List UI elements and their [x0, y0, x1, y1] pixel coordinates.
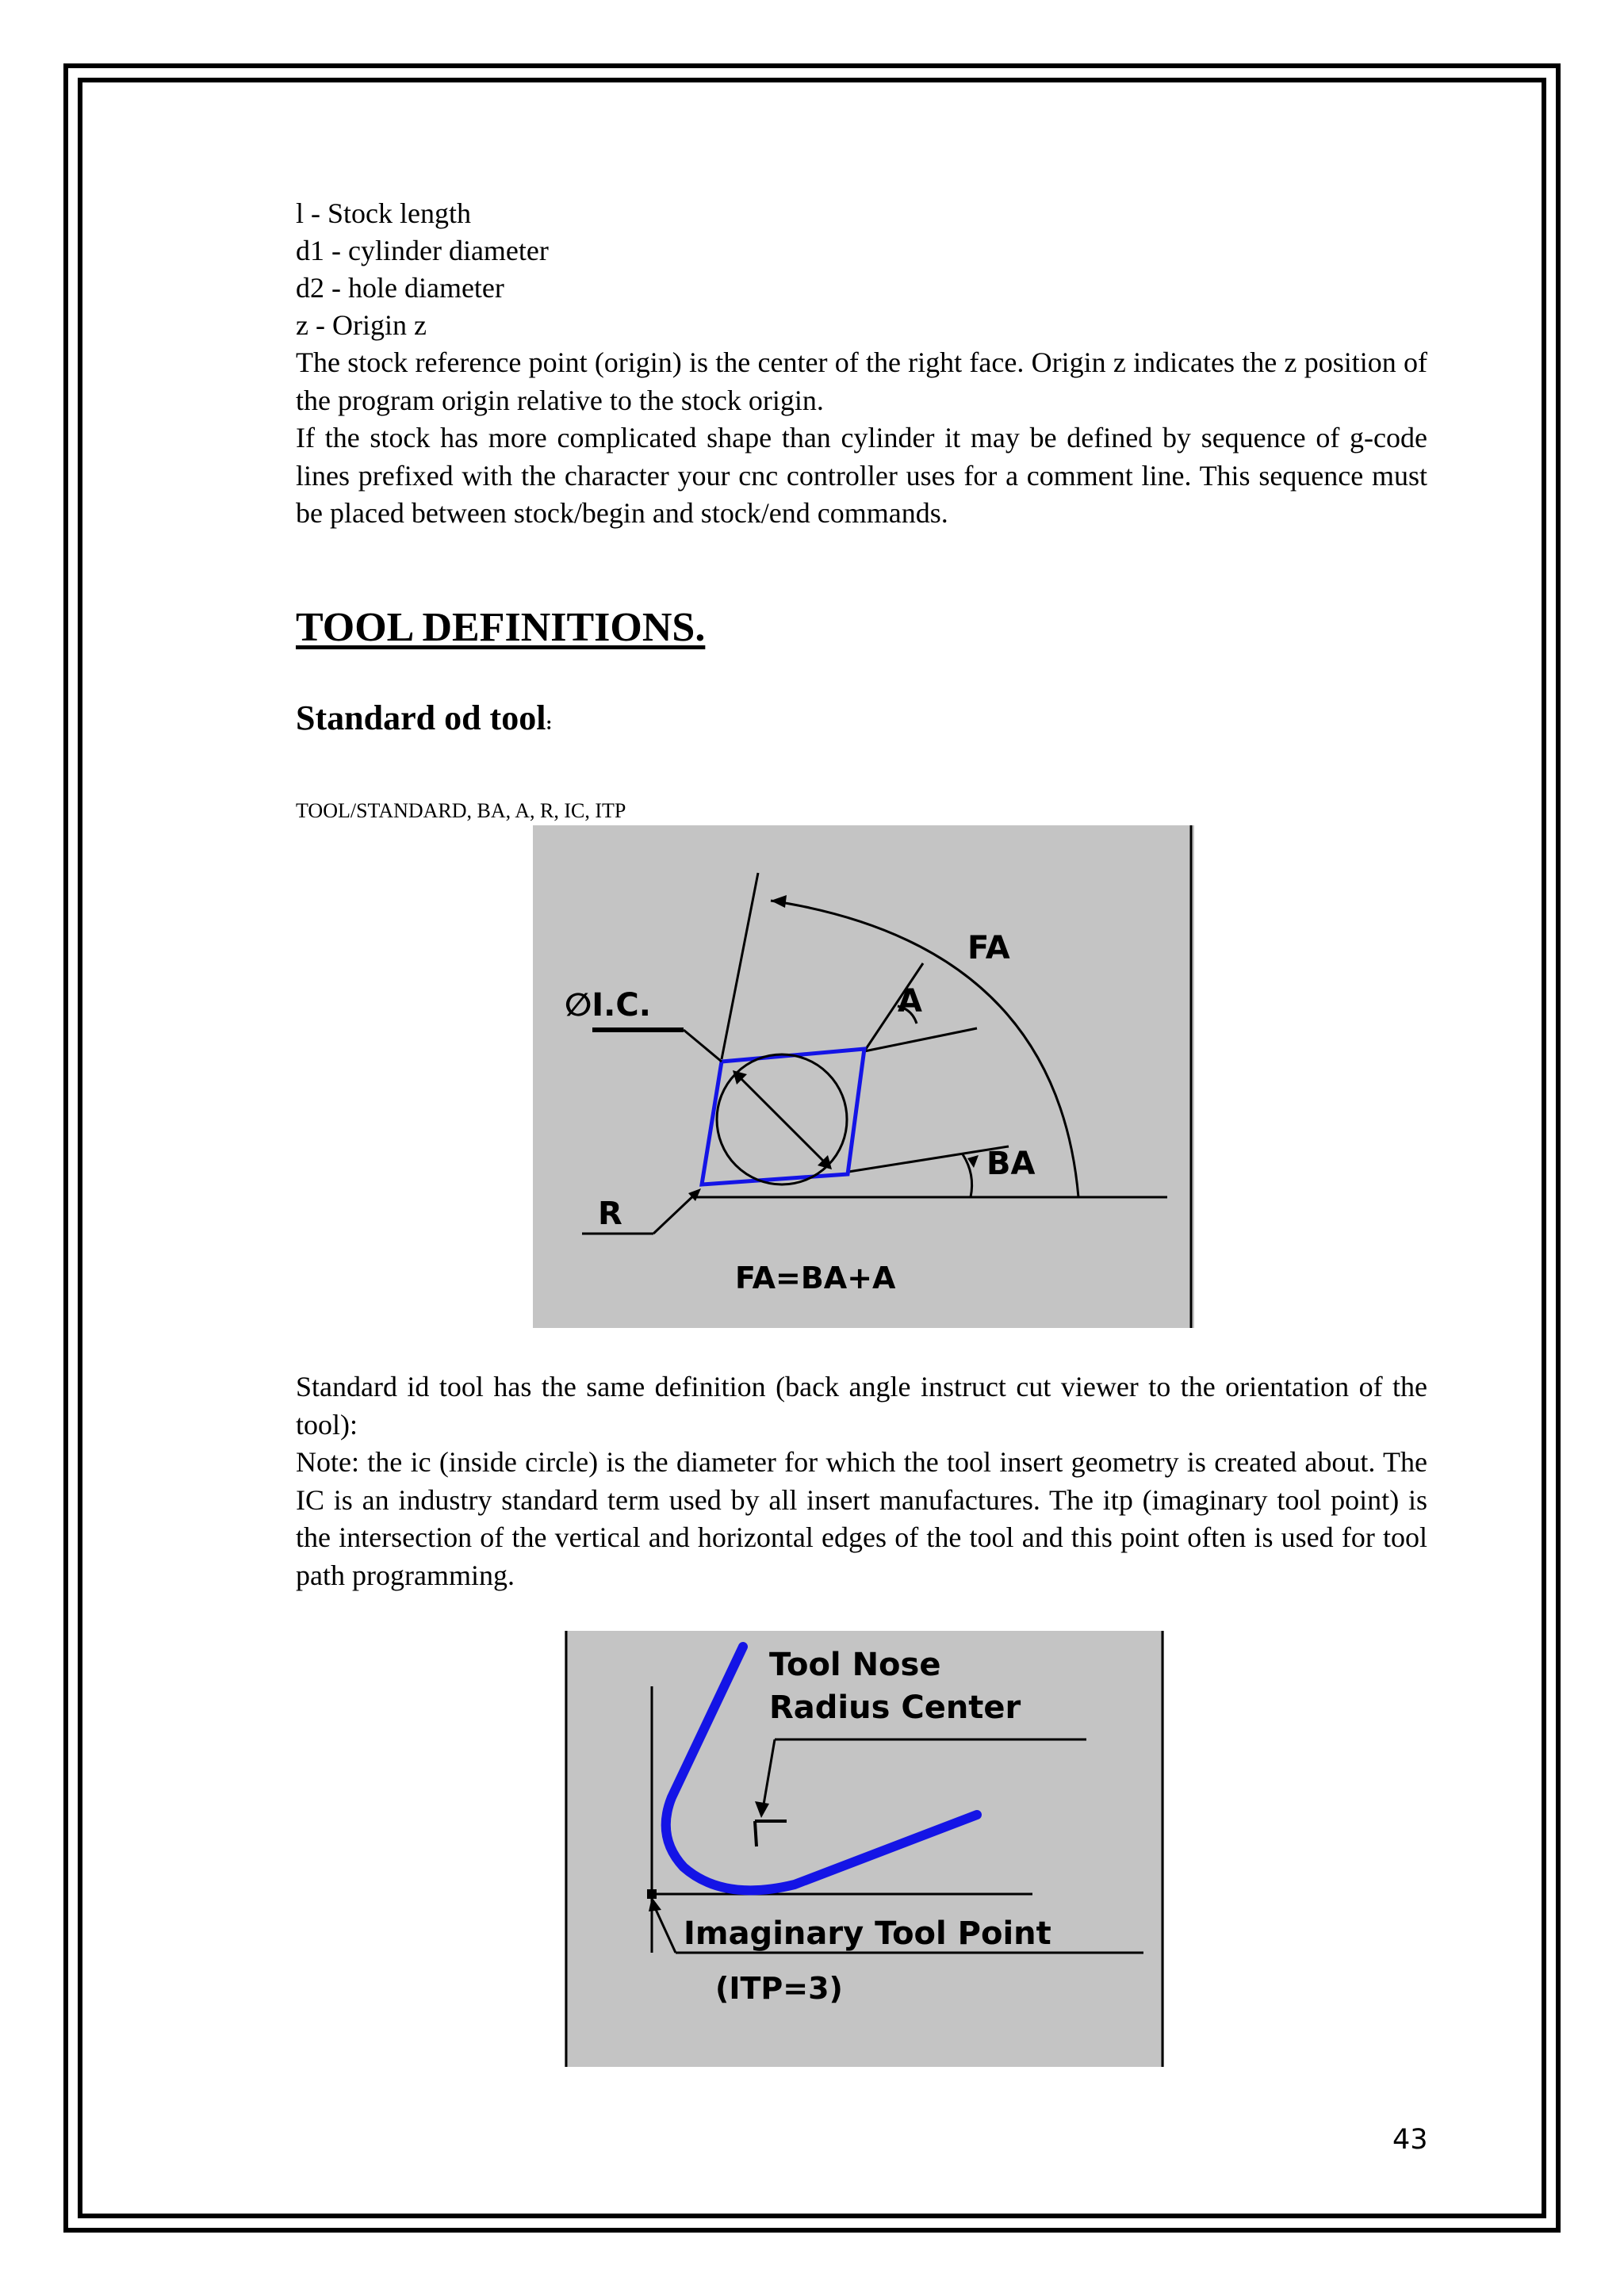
label-itp-value: (ITP=3)	[715, 1971, 843, 2006]
subsection-title	[296, 698, 552, 738]
label-formula: FA=BA+A	[735, 1261, 896, 1295]
id-tool-paragraph: Standard id tool has the same definition (back angle instruct cut viewer to the orientation of the tool):	[296, 1371, 1427, 1441]
label-fa: FA	[967, 930, 1010, 966]
insert-geometry-figure	[533, 825, 1194, 1328]
id-tool-block	[296, 1368, 1427, 1594]
page-number: 43	[1392, 2124, 1428, 2156]
subsection-title-colon: :	[546, 714, 553, 734]
definition-item: d2 - hole diameter	[296, 272, 504, 304]
label-radius-center: Radius Center	[769, 1689, 1021, 1726]
label-ba: BA	[986, 1146, 1036, 1182]
section-title: TOOL DEFINITIONS.	[296, 605, 706, 650]
center-cross-vertical	[755, 1821, 756, 1846]
label-imaginary-tool-point: Imaginary Tool Point	[684, 1915, 1051, 1952]
label-tool-nose: Tool Nose	[769, 1647, 941, 1683]
tool-syntax: TOOL/STANDARD, BA, A, R, IC, ITP	[296, 799, 626, 822]
figure-background	[533, 825, 1194, 1328]
subsection-title-text: Standard od tool	[296, 698, 546, 737]
definition-item: d1 - cylinder diameter	[296, 235, 549, 266]
tool-point-figure	[565, 1631, 1164, 2067]
label-r: R	[598, 1196, 622, 1232]
label-a: A	[898, 983, 922, 1020]
definition-item: l - Stock length	[296, 197, 471, 229]
note-paragraph: Note: the ic (inside circle) is the diameter for which the tool insert geometry is created about. The IC is an industry standard term used by all insert manufactures. The itp (imaginary tool point) is the intersection of the vertical and horizontal edges of the tool and this point often is used for tool path programming.	[296, 1446, 1427, 1591]
definition-item: z - Origin z	[296, 309, 427, 341]
stock-origin-paragraph: The stock reference point (origin) is the center of the right face. Origin z indicates the z position of the program origin relative to the stock origin.	[296, 346, 1427, 416]
intro-block	[296, 195, 1427, 533]
definition-list	[296, 195, 1427, 344]
complex-stock-paragraph: If the stock has more complicated shape than cylinder it may be defined by sequence of g-code lines prefixed with the character your cnc controller uses for a comment line. This sequence must be placed between stock/begin and stock/end commands.	[296, 422, 1427, 529]
label-ic: ∅I.C.	[565, 987, 651, 1024]
